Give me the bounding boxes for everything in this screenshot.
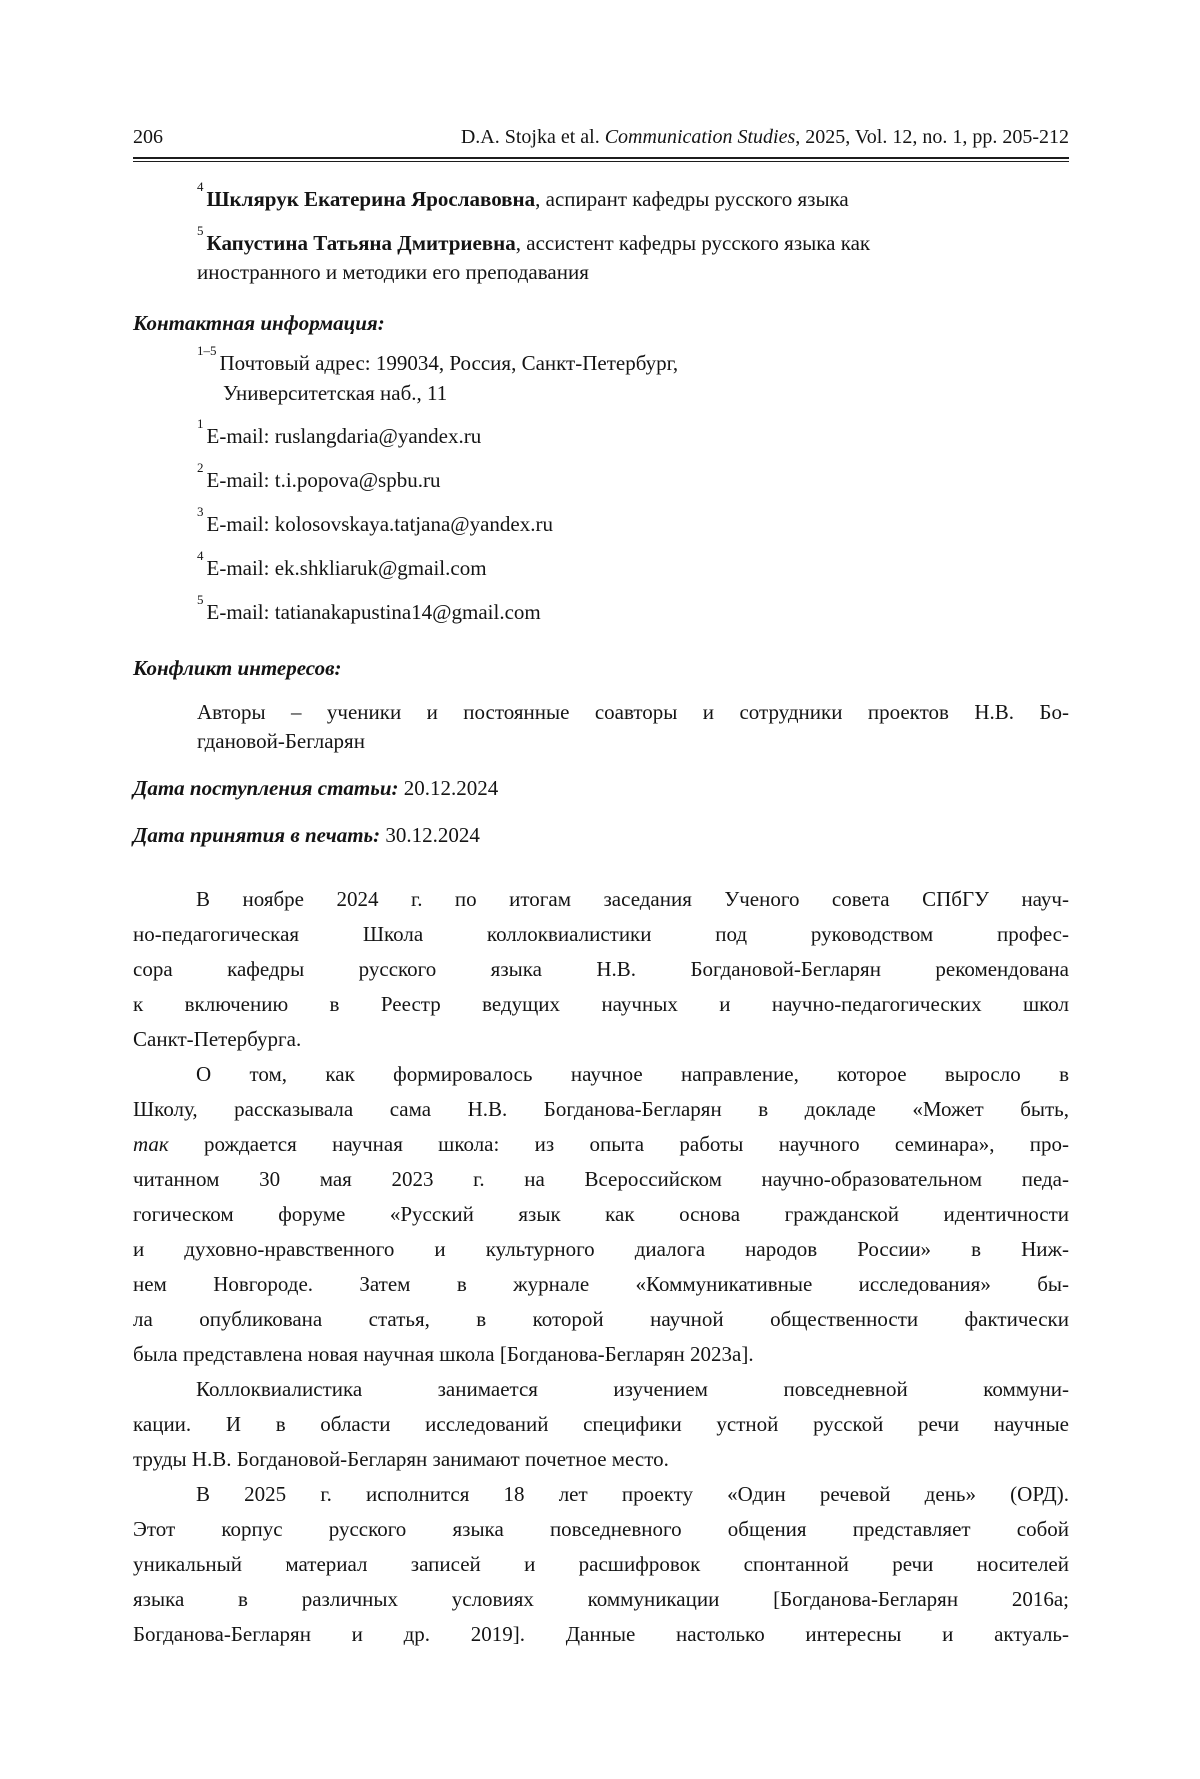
body-line-text: Коллоквиалистика занимается изучением повседневной коммуни- (196, 1377, 1069, 1401)
body-line-text: В ноябре 2024 г. по итогам заседания Ученого совета СПбГУ науч- (196, 887, 1069, 911)
email-item (133, 504, 1069, 539)
body-paragraph (133, 1477, 1069, 1652)
email-text: E-mail: ruslangdaria@yandex.ru (206, 424, 482, 448)
body-line (133, 952, 1069, 987)
body-line (133, 1092, 1069, 1127)
email-text: E-mail: t.i.popova@spbu.ru (206, 468, 441, 492)
postal-superscript: 1–5 (197, 343, 217, 358)
email-list (133, 416, 1069, 627)
body-line-text: труды Н.В. Богдановой-Бегларян занимают почетное место. (133, 1447, 669, 1471)
body-line-text: Богданова-Бегларян и др. 2019]. Данные настолько интересны и актуаль- (133, 1622, 1069, 1646)
email-superscript: 3 (197, 504, 204, 519)
body-line-text: кации. И в области исследований специфики устной русской речи научные (133, 1412, 1069, 1436)
body-line-text: уникальный материал записей и расшифровок спонтанной речи носителей (133, 1552, 1069, 1576)
conflict-line: Авторы – ученики и постоянные соавторы и сотрудники проектов Н.В. Бо- (197, 700, 1069, 724)
body-paragraph (133, 882, 1069, 1057)
email-superscript: 1 (197, 416, 204, 431)
body-line (133, 1337, 1069, 1372)
running-head-journal: Communication Studies (604, 126, 796, 148)
affiliations (133, 179, 1069, 287)
body-line (133, 1127, 1069, 1162)
running-head (461, 124, 1069, 150)
date-accepted (133, 820, 1069, 850)
body-line (133, 987, 1069, 1022)
conflict-of-interest-heading: Конфликт интересов: (133, 656, 342, 680)
affiliation-superscript: 5 (197, 223, 204, 238)
author-name: Капустина Татьяна Дмитриевна (206, 231, 516, 255)
postal-address-text: Почтовый адрес: 199034, Россия, Санкт-Петербург, (219, 351, 679, 375)
running-head-authors: D.A. Stojka et al. (460, 126, 605, 148)
affiliation-item (133, 179, 1069, 214)
body-line-text: Школу, рассказывала сама Н.В. Богданова-Бегларян в докладе «Может быть, (133, 1097, 1069, 1121)
email-item (133, 460, 1069, 495)
body-line (133, 1057, 1069, 1092)
body-line (133, 1442, 1069, 1477)
contact-info-heading: Контактная информация: (133, 311, 385, 335)
body-paragraph (133, 1372, 1069, 1477)
body-line-text: гогическом форуме «Русский язык как основа гражданской идентичности (133, 1202, 1069, 1226)
author-role: , ассистент кафедры русского языка как (515, 231, 871, 255)
date-received-value: 20.12.2024 (403, 776, 499, 800)
conflict-of-interest-text (133, 698, 1069, 756)
affiliation-item (133, 223, 1069, 287)
body-line-text: сора кафедры русского языка Н.В. Богдановой-Бегларян рекомендована (133, 957, 1069, 981)
page-number: 206 (133, 126, 163, 148)
body-line (133, 1582, 1069, 1617)
body-line-text: Этот корпус русского языка повседневного общения представляет собой (133, 1517, 1069, 1541)
body-line (133, 1267, 1069, 1302)
body-line-text: Санкт-Петербурга. (133, 1027, 302, 1051)
body-line-text: нем Новгороде. Затем в журнале «Коммуникативные исследования» бы- (133, 1272, 1069, 1296)
email-superscript: 4 (197, 548, 204, 563)
postal-address-line (197, 343, 1069, 378)
postal-address (133, 343, 1069, 408)
body-line (133, 1512, 1069, 1547)
running-head-issue: , 2025, Vol. 12, no. 1, pp. 205-212 (795, 126, 1069, 148)
body-line (133, 1197, 1069, 1232)
body-text (133, 882, 1069, 1652)
header-rule (133, 157, 1069, 162)
body-line-text: читанном 30 мая 2023 г. на Всероссийском научно-образовательном педа- (133, 1167, 1069, 1191)
body-line (133, 1407, 1069, 1442)
email-item (133, 548, 1069, 583)
affiliation-superscript: 4 (197, 179, 204, 194)
page-header (133, 124, 1069, 150)
body-line (133, 1302, 1069, 1337)
body-line-text: была представлена новая научная школа [Богданова-Бегларян 2023а]. (133, 1342, 754, 1366)
affiliation-line: иностранного и методики его преподавания (197, 260, 589, 284)
body-line-text: языка в различных условиях коммуникации [Богданова-Бегларян 2016а; (133, 1587, 1069, 1611)
date-accepted-label: Дата принятия в печать: (133, 823, 381, 847)
conflict-line: гдановой-Бегларян (197, 729, 365, 753)
emphasized-text: так (133, 1132, 169, 1156)
body-line (133, 1022, 1069, 1057)
email-item (133, 592, 1069, 627)
body-line-text: к включению в Реестр ведущих научных и научно-педагогических школ (133, 992, 1069, 1016)
body-line (133, 1232, 1069, 1267)
email-item (133, 416, 1069, 451)
body-line-text: но-педагогическая Школа коллоквиалистики под руководством профес- (133, 922, 1069, 946)
affiliation-line (197, 223, 1069, 258)
body-line (133, 1617, 1069, 1652)
author-role: , аспирант кафедры русского языка (535, 187, 849, 211)
body-line (133, 917, 1069, 952)
body-line (133, 1162, 1069, 1197)
body-line-text: и духовно-нравственного и культурного диалога народов России» в Ниж- (133, 1237, 1069, 1261)
date-received-label: Дата поступления статьи: (133, 776, 399, 800)
body-line-text: ла опубликована статья, в которой научной общественности фактически (133, 1307, 1069, 1331)
email-superscript: 5 (197, 592, 204, 607)
email-superscript: 2 (197, 460, 204, 475)
body-line (133, 1372, 1069, 1407)
body-line (133, 1547, 1069, 1582)
body-paragraph (133, 1057, 1069, 1372)
email-text: E-mail: tatianakapustina14@gmail.com (206, 600, 541, 624)
email-text: E-mail: ek.shkliaruk@gmail.com (206, 556, 487, 580)
body-line (133, 882, 1069, 917)
body-line-text: В 2025 г. исполнится 18 лет проекту «Один речевой день» (ОРД). (196, 1482, 1069, 1506)
date-received (133, 773, 1069, 803)
body-line (133, 1477, 1069, 1512)
postal-address-line: Университетская наб., 11 (223, 381, 448, 405)
body-line-text: О том, как формировалось научное направление, которое выросло в (196, 1062, 1069, 1086)
author-name: Шклярук Екатерина Ярославовна (206, 187, 536, 211)
email-text: E-mail: kolosovskaya.tatjana@yandex.ru (206, 512, 553, 536)
body-line-text: рождается научная школа: из опыта работы научного семинара», про- (168, 1132, 1069, 1156)
date-accepted-value: 30.12.2024 (385, 823, 480, 847)
